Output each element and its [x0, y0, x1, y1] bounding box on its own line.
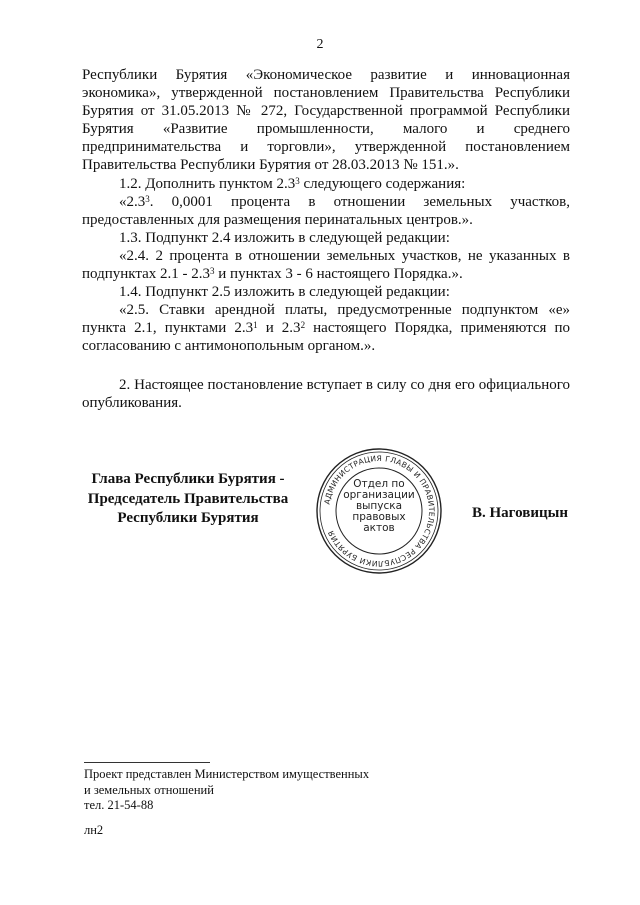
paragraph-gap: [82, 356, 570, 376]
stamp-line: организации: [343, 489, 415, 501]
document-code: лн2: [84, 823, 104, 837]
paragraph-2-3-3-start: «2.3: [119, 193, 146, 210]
footnote-line: Проект представлен Министерством имущественных: [84, 767, 370, 781]
page-number: 2: [316, 37, 324, 52]
paragraph-2-4: [82, 247, 570, 283]
footnote: [84, 767, 369, 814]
paragraph-2-5-text: «2.5. Ставки арендной платы, предусмотренные подпунктом «е» пункта 2.1, пунктами 2.3: [82, 302, 570, 337]
superscript: 3: [210, 265, 215, 276]
superscript: 3: [295, 175, 300, 186]
paragraph-2-5: [82, 301, 570, 355]
document-body: [82, 66, 570, 412]
footnote-divider: [84, 762, 210, 763]
stamp-line: Отдел по: [353, 478, 405, 490]
superscript: 1: [253, 320, 258, 331]
signatory-title-line: Республики Бурятия: [117, 510, 259, 526]
signatory-title-line: Глава Республики Бурятия -: [91, 471, 285, 487]
stamp-line: правовых: [352, 511, 406, 523]
paragraph-2-4-text: «2.4. 2 процента в отношении земельных участков, не указанных в подпунктах 2.1 - 2.3: [82, 247, 570, 283]
paragraph-program-reference: Республики Бурятия «Экономическое развитие и инновационная экономика», утвержденной постановлением Правительства Республики Бурятия от 31.05.2013 № 272, Государственной программой Республики Бурятия «Развитие промышленности, малого и среднего предпринимательства и торговли», утвержденной постановлением Правительства Республики Бурятия от 28.03.2013 № 151.».: [82, 67, 570, 174]
signatory-title-line: Председатель Правительства: [87, 490, 289, 507]
paragraph-2-5-text-end: настоящего Порядка, применяются по согласованию с антимонопольным органом.».: [82, 320, 570, 355]
superscript: 2: [300, 320, 306, 331]
paragraph-2-4-text-end: и пунктах 3 - 6 настоящего Порядка.».: [214, 266, 463, 283]
stamp-center-text: [333, 479, 425, 534]
signatory-title: [84, 470, 292, 529]
paragraph-1-3: 1.3. Подпункт 2.4 изложить в следующей редакции:: [119, 229, 450, 246]
footnote-phone: тел. 21-54-88: [84, 798, 154, 812]
superscript: 3: [145, 193, 150, 204]
footnote-line: и земельных отношений: [84, 782, 214, 797]
paragraph-effective-date: 2. Настоящее постановление вступает в силу со дня его официального опубликования.: [82, 376, 570, 411]
stamp-ring-text: АДМИНИСТРАЦИЯ ГЛАВЫ И ПРАВИТЕЛЬСТВА РЕСПУБЛИКИ БУРЯТИЯ: [322, 453, 437, 569]
paragraph-1-2: [82, 175, 570, 193]
paragraph-1-4: 1.4. Подпункт 2.5 изложить в следующей редакции:: [119, 284, 450, 301]
signatory-name: В. Наговицын: [472, 505, 568, 521]
paragraph-1-2-text-end: следующего содержания:: [299, 175, 466, 192]
paragraph-2-3-3-text: . 0,0001 процента в отношении земельных участков, предоставленных для размещения перинатальных центров.».: [82, 193, 570, 228]
paragraph-1-2-text: 1.2. Дополнить пунктом 2.3: [119, 175, 296, 192]
stamp-line: выпуска: [355, 500, 403, 512]
stamp-line: актов: [363, 522, 395, 534]
paragraph-2-5-text-mid: и 2.3: [257, 320, 301, 337]
paragraph-2-3-3: [82, 193, 570, 229]
